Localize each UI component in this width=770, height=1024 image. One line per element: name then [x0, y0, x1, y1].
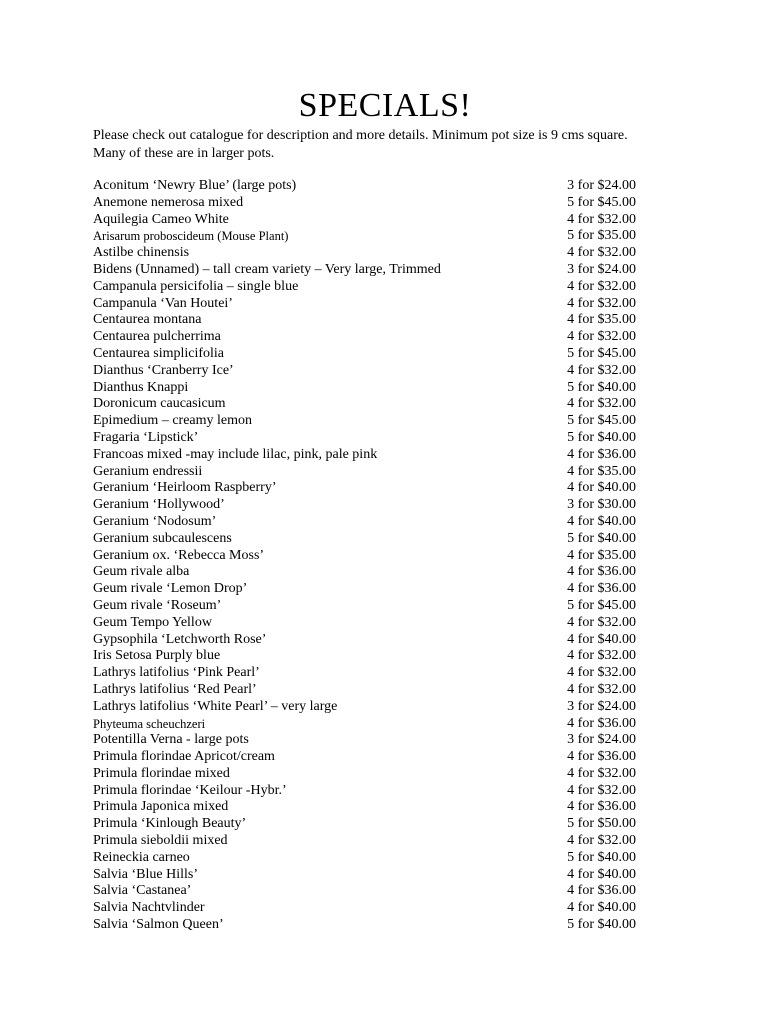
plant-name: Primula florindae Apricot/cream [93, 749, 275, 765]
list-item [93, 212, 636, 229]
list-item [93, 682, 636, 699]
list-item [93, 716, 636, 733]
plant-price: 4 for $40.00 [567, 631, 636, 647]
plant-name: Aquilegia Cameo White [93, 211, 229, 227]
plant-name: Lathrys latifolius ‘Pink Pearl’ [93, 665, 260, 681]
list-item [93, 447, 636, 464]
list-item [93, 900, 636, 917]
list-item [93, 380, 636, 397]
plant-price: 5 for $40.00 [567, 849, 636, 865]
plant-name: Salvia ‘Blue Hills’ [93, 866, 198, 882]
plant-name: Geum rivale ‘Lemon Drop’ [93, 581, 248, 597]
plant-name: Geranium ‘Heirloom Raspberry’ [93, 480, 277, 496]
plant-price: 5 for $40.00 [567, 917, 636, 933]
list-item [93, 816, 636, 833]
plant-name: Centaurea pulcherrima [93, 329, 221, 345]
plant-name: Bidens (Unnamed) – tall cream variety – Very large, Trimmed [93, 261, 441, 277]
plant-name: Salvia ‘Castanea’ [93, 883, 192, 899]
plant-price: 4 for $36.00 [567, 799, 636, 815]
plant-name: Primula Japonica mixed [93, 799, 229, 815]
plant-price: 4 for $32.00 [567, 765, 636, 781]
plant-price: 4 for $35.00 [567, 547, 636, 563]
plant-price: 3 for $30.00 [567, 497, 636, 513]
list-item [93, 514, 636, 531]
plant-name: Geum Tempo Yellow [93, 614, 212, 630]
plant-price: 4 for $36.00 [567, 749, 636, 765]
plant-price: 4 for $32.00 [567, 782, 636, 798]
plant-price: 4 for $32.00 [567, 211, 636, 227]
plant-price: 5 for $40.00 [567, 379, 636, 395]
list-item [93, 833, 636, 850]
plant-name: Primula florindae ‘Keilour -Hybr.’ [93, 782, 287, 798]
list-item [93, 615, 636, 632]
plant-price: 4 for $36.00 [567, 883, 636, 899]
list-item [93, 464, 636, 481]
plant-name: Lathrys latifolius ‘Red Pearl’ [93, 681, 257, 697]
list-item [93, 430, 636, 447]
list-item [93, 850, 636, 867]
plant-name: Potentilla Verna - large pots [93, 732, 249, 748]
plant-name: Salvia Nachtvlinder [93, 900, 205, 916]
plant-name: Doronicum caucasicum [93, 396, 226, 412]
list-item [93, 581, 636, 598]
list-item [93, 917, 636, 934]
list-item [93, 665, 636, 682]
plant-name: Geranium ‘Nodosum’ [93, 513, 217, 529]
page-title: SPECIALS! [298, 87, 472, 124]
plant-price: 5 for $45.00 [567, 345, 636, 361]
list-item [93, 262, 636, 279]
plant-name: Gypsophila ‘Letchworth Rose’ [93, 631, 267, 647]
plant-price: 4 for $36.00 [567, 564, 636, 580]
plant-price: 5 for $45.00 [567, 597, 636, 613]
plant-price: 4 for $35.00 [567, 463, 636, 479]
list-item [93, 346, 636, 363]
list-item [93, 867, 636, 884]
list-item [93, 732, 636, 749]
plant-name: Reineckia carneo [93, 849, 190, 865]
plant-name: Iris Setosa Purply blue [93, 648, 221, 664]
list-item [93, 648, 636, 665]
plant-price: 3 for $24.00 [567, 178, 636, 193]
plant-name: Centaurea montana [93, 312, 202, 328]
plant-name: Epimedium – creamy lemon [93, 413, 253, 429]
plant-name: Campanula ‘Van Houtei’ [93, 295, 233, 311]
plant-price-list [93, 178, 636, 934]
plant-price: 4 for $40.00 [567, 900, 636, 916]
plant-name: Geum rivale alba [93, 564, 190, 580]
plant-name: Phyteuma scheuchzeri [93, 716, 206, 731]
plant-name: Francoas mixed -may include lilac, pink, pale pink [93, 446, 378, 462]
plant-price: 4 for $32.00 [567, 648, 636, 664]
plant-price: 4 for $32.00 [567, 614, 636, 630]
plant-price: 3 for $24.00 [567, 698, 636, 714]
plant-price: 4 for $36.00 [567, 446, 636, 462]
plant-price: 5 for $35.00 [567, 228, 636, 244]
list-item [93, 766, 636, 783]
plant-price: 4 for $36.00 [567, 715, 636, 731]
plant-price: 5 for $40.00 [567, 530, 636, 546]
plant-price: 4 for $32.00 [567, 295, 636, 311]
plant-price: 3 for $24.00 [567, 732, 636, 748]
list-item [93, 329, 636, 346]
list-item [93, 279, 636, 296]
plant-price: 4 for $35.00 [567, 312, 636, 328]
plant-price: 5 for $45.00 [567, 194, 636, 210]
list-item [93, 564, 636, 581]
plant-name: Aconitum ‘Newry Blue’ (large pots) [93, 178, 297, 193]
plant-price: 5 for $40.00 [567, 429, 636, 445]
plant-name: Astilbe chinensis [93, 245, 190, 261]
plant-price: 4 for $32.00 [567, 833, 636, 849]
plant-name: Centaurea simplicifolia [93, 345, 225, 361]
plant-name: Dianthus Knappi [93, 379, 189, 395]
plant-name: Geranium endressii [93, 463, 203, 479]
plant-price: 5 for $45.00 [567, 413, 636, 429]
plant-name: Anemone nemerosa mixed [93, 194, 244, 210]
plant-name: Salvia ‘Salmon Queen’ [93, 917, 224, 933]
plant-price: 4 for $32.00 [567, 329, 636, 345]
list-item [93, 178, 636, 195]
plant-price: 4 for $32.00 [567, 396, 636, 412]
plant-price: 4 for $36.00 [567, 581, 636, 597]
plant-price: 5 for $50.00 [567, 816, 636, 832]
list-item [93, 497, 636, 514]
list-item [93, 548, 636, 565]
list-item [93, 598, 636, 615]
plant-price: 4 for $32.00 [567, 278, 636, 294]
list-item [93, 245, 636, 262]
list-item [93, 312, 636, 329]
list-item [93, 228, 636, 245]
plant-name: Lathrys latifolius ‘White Pearl’ – very large [93, 698, 338, 714]
list-item [93, 296, 636, 313]
plant-price: 4 for $40.00 [567, 480, 636, 496]
plant-name: Dianthus ‘Cranberry Ice’ [93, 362, 234, 378]
plant-price: 4 for $32.00 [567, 362, 636, 378]
list-item [93, 396, 636, 413]
list-item [93, 783, 636, 800]
plant-name: Primula sieboldii mixed [93, 833, 228, 849]
plant-name: Geranium subcaulescens [93, 530, 232, 546]
plant-name: Campanula persicifolia – single blue [93, 278, 299, 294]
intro-paragraph: Please check out catalogue for description and more details. Minimum pot size is 9 cms square. Many of these are in larger pots. [93, 128, 628, 161]
plant-name: Arisarum proboscideum (Mouse Plant) [93, 229, 289, 244]
list-item [93, 883, 636, 900]
list-item [93, 699, 636, 716]
plant-name: Fragaria ‘Lipstick’ [93, 429, 199, 445]
list-item [93, 480, 636, 497]
list-item [93, 195, 636, 212]
list-item [93, 632, 636, 649]
list-item [93, 799, 636, 816]
list-item [93, 413, 636, 430]
plant-name: Geum rivale ‘Roseum’ [93, 597, 222, 613]
plant-price: 4 for $40.00 [567, 513, 636, 529]
list-item [93, 749, 636, 766]
plant-name: Geranium ox. ‘Rebecca Moss’ [93, 547, 265, 563]
plant-name: Geranium ‘Hollywood’ [93, 497, 225, 513]
plant-price: 4 for $32.00 [567, 245, 636, 261]
plant-name: Primula florindae mixed [93, 765, 230, 781]
list-item [93, 531, 636, 548]
list-item [93, 363, 636, 380]
plant-price: 4 for $32.00 [567, 665, 636, 681]
plant-name: Primula ‘Kinlough Beauty’ [93, 816, 247, 832]
plant-price: 3 for $24.00 [567, 261, 636, 277]
plant-price: 4 for $32.00 [567, 681, 636, 697]
plant-price: 4 for $40.00 [567, 866, 636, 882]
